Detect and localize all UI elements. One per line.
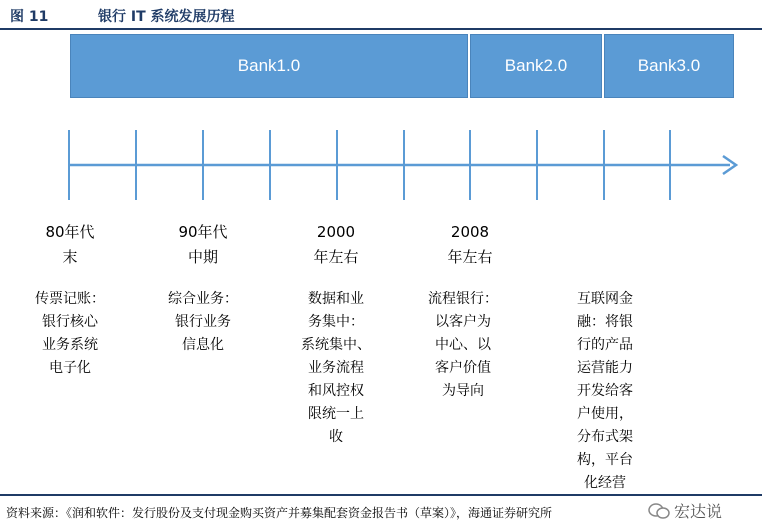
era-label-line: 末: [62, 248, 78, 266]
description-line: 业务系统: [42, 337, 98, 353]
era-label-line: 年左右: [447, 248, 493, 266]
figure-title: 银行 IT 系统发展历程: [98, 9, 235, 25]
era-label-2000: [286, 220, 386, 270]
era-label-line: 90年代: [178, 223, 228, 241]
description-line: 客户价值: [435, 360, 491, 376]
figure-header: [0, 0, 762, 30]
description-line: 开发给客: [577, 383, 633, 399]
description-line: 信息化: [182, 337, 224, 353]
era-description-90s: [148, 288, 258, 357]
description-line: 融：将银: [577, 314, 633, 330]
description-line: 为导向: [442, 383, 484, 399]
description-line: 行的产品: [577, 337, 633, 353]
description-line: 以客户为: [435, 314, 491, 330]
source-note: 资料来源：《润和软件：发行股份及支付现金购买资产并募集配套资金报告书（草案）》，海通证券研究所: [6, 506, 553, 520]
watermark: [648, 499, 722, 522]
bank-1-block: Bank1.0: [70, 34, 468, 98]
description-line: 构，平台: [577, 452, 633, 468]
era-label-80s: [20, 220, 120, 270]
description-line: 综合业务：: [168, 291, 238, 307]
description-line: 数据和业: [308, 291, 364, 307]
era-label-90s: [153, 220, 253, 270]
era-description-2008: [408, 288, 518, 403]
era-description-80s: [15, 288, 125, 380]
description-line: 传票记账：: [35, 291, 105, 307]
description-line: 分布式架: [577, 429, 633, 445]
description-line: 互联网金: [577, 291, 633, 307]
description-line: 电子化: [49, 360, 91, 376]
description-line: 化经营: [584, 475, 626, 491]
era-label-line: 年左右: [313, 248, 359, 266]
timeline-axis: [0, 120, 762, 200]
description-line: 流程银行：: [428, 291, 498, 307]
description-line: 务集中：: [308, 314, 364, 330]
description-line: 系统集中、: [301, 337, 371, 353]
description-line: 限统一上: [308, 406, 364, 422]
era-label-line: 80年代: [45, 223, 95, 241]
description-line: 收: [329, 429, 343, 445]
bank-2-block: Bank2.0: [470, 34, 602, 98]
era-description-2000: [281, 288, 391, 449]
description-line: 运营能力: [577, 360, 633, 376]
era-label-line: 2000: [316, 223, 356, 241]
description-line: 户使用，: [577, 406, 633, 422]
bank-3-block: Bank3.0: [604, 34, 734, 98]
era-label-line: 2008: [450, 223, 490, 241]
description-line: 中心、以: [435, 337, 491, 353]
figure-number: 图 11: [10, 9, 49, 25]
description-line: 和风控权: [308, 383, 364, 399]
era-description-internet: [550, 288, 660, 495]
era-label-line: 中期: [187, 248, 218, 266]
era-label-2008: [420, 220, 520, 270]
description-line: 银行业务: [175, 314, 231, 330]
figure-footer: [0, 494, 762, 528]
description-line: 业务流程: [308, 360, 364, 376]
description-line: 银行核心: [42, 314, 98, 330]
wechat-icon: [648, 502, 670, 520]
watermark-text: 宏达说: [674, 502, 723, 521]
